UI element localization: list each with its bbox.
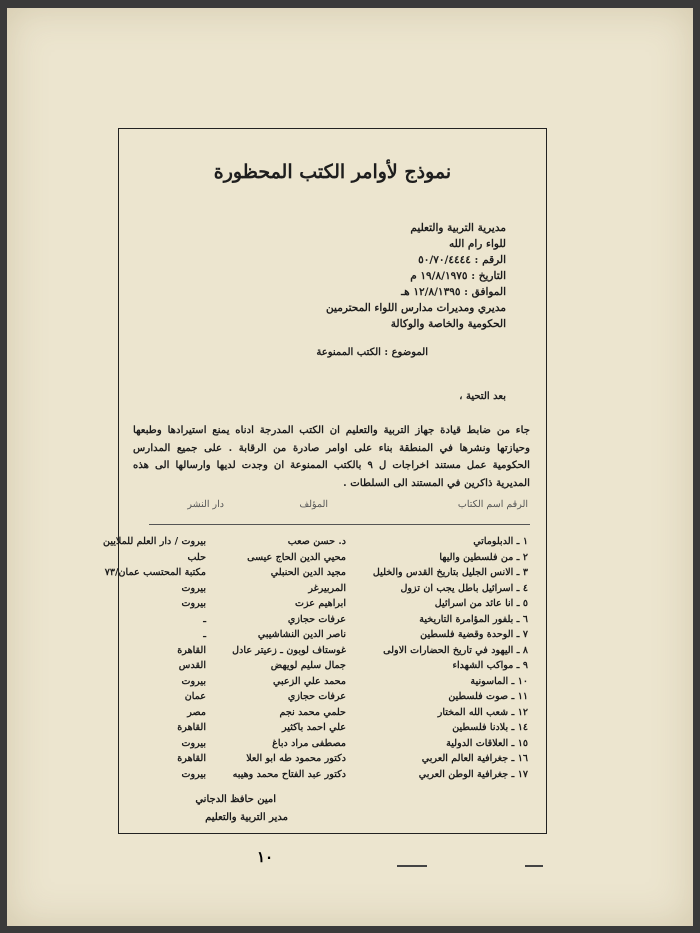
- book-author: د. حسن صعب: [287, 536, 346, 547]
- body-paragraph: جاء من ضابط قيادة جهاز التربية والتعليم ان الكتب المدرجة ادناه يمنع استيرادها وطبعها وحيازتها ونشرها في المنطقة بناء على اوامر صادرة من الرقابة . على جميع المدارس الحكومية عمل مستند اخراجات ل ٩ بالكتب الممنوعة ان وجدت لديها وارسالها الى هذه المديرية ذاكرين في المستند الى السلطات .: [133, 424, 530, 489]
- header-line-schools: الحكومية والخاصة والوكالة: [390, 318, 506, 330]
- header-divider: [149, 524, 530, 525]
- table-row: [119, 769, 546, 785]
- book-title: ١١ ـ صوت فلسطين: [448, 691, 528, 702]
- book-author: محمد علي الزعبي: [273, 675, 346, 687]
- book-title: ٤ ـ اسرائيل باطل يجب ان تزول: [400, 582, 528, 594]
- book-title: ٧ ـ الوحدة وقضية فلسطين: [420, 629, 528, 640]
- book-publisher: بيروت: [181, 768, 206, 780]
- book-title: ٨ ـ اليهود في تاريخ الحضارات الاولى: [383, 644, 528, 656]
- book-publisher: القاهرة: [177, 644, 206, 656]
- book-author: مجيد الدين الحنبلي: [270, 567, 346, 578]
- book-title: ١٧ ـ جغرافية الوطن العربي: [418, 768, 528, 780]
- book-publisher: عمان: [184, 691, 206, 702]
- table-row: [119, 707, 546, 723]
- signature-name: امين حافظ الدجاني: [195, 794, 276, 805]
- document-frame: [103, 128, 547, 834]
- book-title: ٥ ـ انا عائد من اسرائيل: [434, 598, 528, 609]
- book-title: ١٥ ـ العلاقات الدولية: [446, 737, 528, 749]
- book-title: ٦ ـ بلفور المؤامرة التاريخية: [419, 613, 528, 625]
- table-row: [119, 753, 546, 769]
- greeting: بعد التحية ،: [459, 391, 506, 402]
- book-title: ٢ ـ من فلسطين واليها: [439, 551, 528, 563]
- book-title: ٩ ـ مواكب الشهداء: [452, 660, 528, 671]
- table-row: [119, 722, 546, 738]
- book-publisher: بيروت: [181, 598, 206, 609]
- book-author: علي احمد باكثير: [282, 722, 346, 733]
- header-line-recipients: مديري ومديرات مدارس اللواء المحترمين: [326, 302, 506, 314]
- book-author: دكتور محمود طه ابو العلا: [246, 753, 346, 764]
- table-row: [119, 738, 546, 754]
- book-publisher: بيروت / دار العلم للملايين: [103, 536, 206, 547]
- book-publisher: بيروت: [181, 582, 206, 594]
- signature-position: مدير التربية والتعليم: [205, 812, 288, 823]
- book-publisher: ـ: [203, 629, 206, 640]
- book-publisher: بيروت: [181, 675, 206, 687]
- book-title: ٣ ـ الانس الجليل بتاريخ القدس والخليل: [372, 567, 528, 578]
- subject-line: الموضوع : الكتب الممنوعة: [316, 347, 428, 358]
- document-page: [7, 8, 693, 926]
- footer-dash: [525, 865, 543, 867]
- page-title: نموذج لأوامر الكتب المحظورة: [213, 161, 452, 183]
- column-header-publisher: دار النشر: [187, 499, 224, 510]
- book-title: ١٠ ـ الماسونية: [470, 675, 528, 687]
- book-author: دكتور عبد الفتاح محمد وهيبه: [232, 768, 346, 780]
- header-line-district: للواء رام الله: [449, 238, 506, 250]
- book-publisher: حلب: [187, 551, 206, 563]
- column-header-title: الرقم اسم الكتاب: [457, 499, 528, 510]
- book-title: ١ ـ الدبلوماتي: [473, 536, 528, 547]
- book-author: مصطفى مراد دباغ: [272, 737, 346, 749]
- header-line-number: الرقم : ٥٠/٧٠/٤٤٤٤: [418, 254, 506, 266]
- book-author: ناصر الدين النشاشيبي: [257, 629, 346, 640]
- table-row: [119, 552, 546, 568]
- book-title: ١٢ ـ شعب الله المختار: [437, 706, 528, 718]
- book-publisher: القاهرة: [177, 753, 206, 764]
- header-line-directorate: مديرية التربية والتعليم: [410, 222, 506, 234]
- book-author: عرفات حجازي: [287, 613, 346, 625]
- table-row: [119, 583, 546, 599]
- page-number: ١٠: [257, 848, 274, 866]
- book-publisher: بيروت: [181, 737, 206, 749]
- book-author: جمال سليم لويهض: [270, 660, 346, 671]
- book-author: ابراهيم عزت: [294, 598, 346, 609]
- book-publisher: مكتبة المحتسب عمان/٧٣: [104, 567, 206, 578]
- book-publisher: ـ: [203, 613, 206, 625]
- book-author: حلمي محمد نجم: [279, 706, 346, 718]
- header-line-hijri-date: الموافق : ١٢/٨/١٣٩٥ هـ: [401, 286, 506, 298]
- book-author: عرفات حجازي: [287, 691, 346, 702]
- book-author: غوستاف لوبون ـ زعيتر عادل: [232, 644, 346, 656]
- book-publisher: القاهرة: [177, 722, 206, 733]
- table-row: [119, 676, 546, 692]
- header-line-date: التاريخ : ١٩/٨/١٩٧٥ م: [410, 270, 506, 282]
- footer-dash: [397, 865, 427, 867]
- book-title: ١٦ ـ جغرافية العالم العربي: [421, 753, 528, 764]
- book-title: ١٤ ـ بلادنا فلسطين: [452, 722, 528, 733]
- book-author: محيي الدين الحاج عيسى: [247, 551, 346, 563]
- book-author: المربيرغر: [308, 582, 346, 594]
- table-row: [119, 614, 546, 630]
- book-publisher: مصر: [187, 706, 206, 718]
- table-row: [119, 691, 546, 707]
- table-row: [119, 645, 546, 661]
- table-row: [119, 629, 546, 645]
- table-row: [104, 567, 546, 583]
- column-header-author: المؤلف: [299, 499, 328, 510]
- book-publisher: القدس: [178, 660, 206, 671]
- table-row: [119, 598, 546, 614]
- table-row: [119, 660, 546, 676]
- table-row: [103, 536, 546, 552]
